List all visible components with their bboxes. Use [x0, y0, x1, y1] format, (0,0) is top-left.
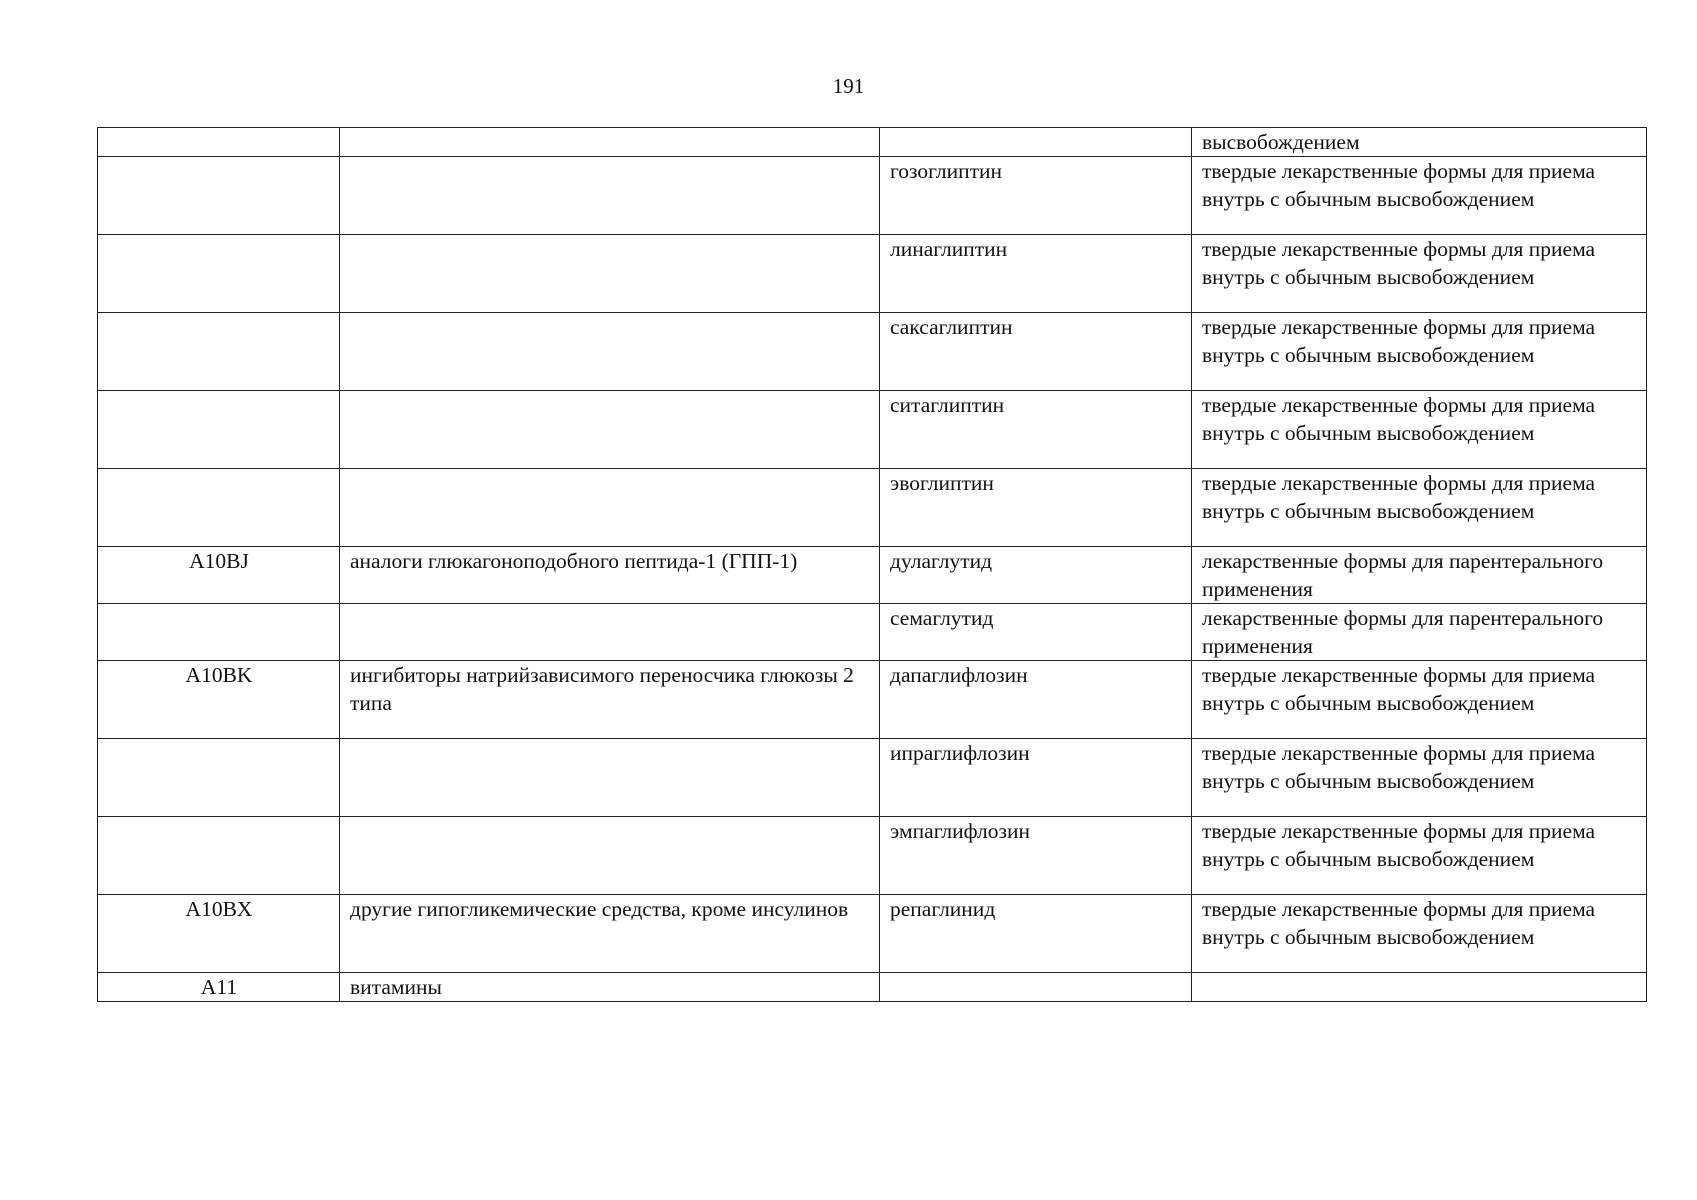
drug-name-cell [880, 973, 1192, 1002]
atc-code-cell: A10BJ [98, 547, 340, 604]
table-row [98, 604, 1647, 661]
atc-code-cell [98, 313, 340, 391]
atc-code-cell [98, 157, 340, 235]
atc-code-cell [98, 128, 340, 157]
group-name-cell [340, 739, 880, 817]
atc-code-cell [98, 469, 340, 547]
group-name-cell [340, 235, 880, 313]
dosage-form-cell: твердые лекарственные формы для приема внутрь с обычным высвобождением [1192, 313, 1647, 391]
table-body [98, 128, 1647, 1002]
dosage-form-cell: твердые лекарственные формы для приема внутрь с обычным высвобождением [1192, 739, 1647, 817]
drug-name-cell: эвоглиптин [880, 469, 1192, 547]
table-row [98, 391, 1647, 469]
table-row [98, 661, 1647, 739]
dosage-form-cell: твердые лекарственные формы для приема внутрь с обычным высвобождением [1192, 469, 1647, 547]
table-row [98, 469, 1647, 547]
atc-code-cell: A10BX [98, 895, 340, 973]
atc-code-cell [98, 604, 340, 661]
atc-code-cell [98, 817, 340, 895]
drug-name-cell: гозоглиптин [880, 157, 1192, 235]
dosage-form-cell: твердые лекарственные формы для приема внутрь с обычным высвобождением [1192, 661, 1647, 739]
atc-code-cell: A10BK [98, 661, 340, 739]
table-row [98, 128, 1647, 157]
dosage-form-cell: высвобождением [1192, 128, 1647, 157]
dosage-form-cell: лекарственные формы для парентерального применения [1192, 604, 1647, 661]
group-name-cell [340, 817, 880, 895]
dosage-form-cell: твердые лекарственные формы для приема внутрь с обычным высвобождением [1192, 235, 1647, 313]
drug-name-cell: саксаглиптин [880, 313, 1192, 391]
group-name-cell: аналоги глюкагоноподобного пептида-1 (ГПП-1) [340, 547, 880, 604]
table-row [98, 973, 1647, 1002]
group-name-cell: витамины [340, 973, 880, 1002]
group-name-cell [340, 128, 880, 157]
table-row [98, 157, 1647, 235]
table-row [98, 313, 1647, 391]
drug-name-cell: дапаглифлозин [880, 661, 1192, 739]
drug-name-cell: ипраглифлозин [880, 739, 1192, 817]
group-name-cell [340, 469, 880, 547]
group-name-cell: другие гипогликемические средства, кроме инсулинов [340, 895, 880, 973]
atc-code-cell: A11 [98, 973, 340, 1002]
dosage-form-cell: твердые лекарственные формы для приема внутрь с обычным высвобождением [1192, 391, 1647, 469]
drug-name-cell: репаглинид [880, 895, 1192, 973]
group-name-cell: ингибиторы натрийзависимого переносчика глюкозы 2 типа [340, 661, 880, 739]
atc-code-cell [98, 235, 340, 313]
table-row [98, 895, 1647, 973]
table-row [98, 235, 1647, 313]
dosage-form-cell: твердые лекарственные формы для приема внутрь с обычным высвобождением [1192, 895, 1647, 973]
table-row [98, 817, 1647, 895]
group-name-cell [340, 313, 880, 391]
drug-name-cell: линаглиптин [880, 235, 1192, 313]
group-name-cell [340, 391, 880, 469]
drug-name-cell: семаглутид [880, 604, 1192, 661]
group-name-cell [340, 157, 880, 235]
dosage-form-cell: твердые лекарственные формы для приема внутрь с обычным высвобождением [1192, 157, 1647, 235]
table-row [98, 547, 1647, 604]
drug-name-cell: дулаглутид [880, 547, 1192, 604]
drug-classification-table [97, 127, 1647, 1002]
dosage-form-cell [1192, 973, 1647, 1002]
dosage-form-cell: лекарственные формы для парентерального применения [1192, 547, 1647, 604]
dosage-form-cell: твердые лекарственные формы для приема внутрь с обычным высвобождением [1192, 817, 1647, 895]
drug-name-cell: эмпаглифлозин [880, 817, 1192, 895]
drug-name-cell [880, 128, 1192, 157]
atc-code-cell [98, 739, 340, 817]
drug-name-cell: ситаглиптин [880, 391, 1192, 469]
table-row [98, 739, 1647, 817]
atc-code-cell [98, 391, 340, 469]
group-name-cell [340, 604, 880, 661]
page-number: 191 [832, 74, 865, 98]
